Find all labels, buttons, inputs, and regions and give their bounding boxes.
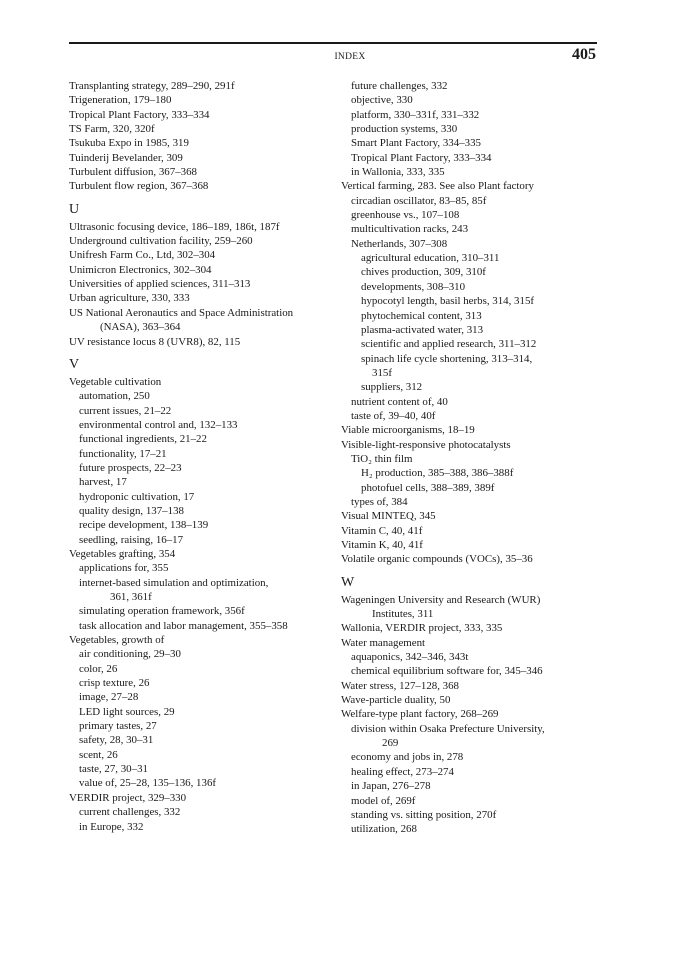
index-subentry: in Wallonia, 333, 335 xyxy=(351,166,445,179)
index-entry: Unimicron Electronics, 302–304 xyxy=(69,263,212,276)
section-letter: W xyxy=(341,574,355,590)
section-letter: V xyxy=(69,356,80,372)
index-entry: Urban agriculture, 330, 333 xyxy=(69,292,190,305)
index-subentry: task allocation and labor management, 355–358 xyxy=(79,619,288,632)
index-subentry: photofuel cells, 388–389, 389f xyxy=(361,481,495,494)
index-entry: Underground cultivation facility, 259–260 xyxy=(69,235,253,248)
index-entry: Water stress, 127–128, 368 xyxy=(341,679,459,692)
index-entry: Vitamin K, 40, 41f xyxy=(341,539,423,551)
index-entry: Tropical Plant Factory, 333–334 xyxy=(69,108,210,121)
index-subentry: types of, 384 xyxy=(351,495,408,508)
index-subentry: aquaponics, 342–346, 343t xyxy=(351,651,469,664)
index-entry: Trigeneration, 179–180 xyxy=(69,94,172,107)
index-subentry: seedling, raising, 16–17 xyxy=(79,533,184,546)
index-subentry: applications for, 355 xyxy=(79,562,169,575)
index-entry: Volatile organic compounds (VOCs), 35–36 xyxy=(341,553,533,566)
index-entry: Viable microorganisms, 18–19 xyxy=(341,424,475,437)
index-subentry: agricultural education, 310–311 xyxy=(361,252,500,265)
index-entry: Water management xyxy=(341,636,426,649)
index-subentry: Smart Plant Factory, 334–335 xyxy=(351,137,481,150)
index-subentry: economy and jobs in, 278 xyxy=(351,751,464,764)
index-subentry: current challenges, 332 xyxy=(79,806,181,819)
index-subentry: crisp texture, 26 xyxy=(79,677,150,690)
index-subentry: greenhouse vs., 107–108 xyxy=(351,209,460,222)
index-subentry: functionality, 17–21 xyxy=(79,447,167,460)
index-subentry: air conditioning, 29–30 xyxy=(79,648,181,661)
index-subentry: simulating operation framework, 356f xyxy=(79,605,245,618)
index-subentry: quality design, 137–138 xyxy=(79,504,184,517)
index-subentry: in Japan, 276–278 xyxy=(351,780,431,793)
index-subentry: chemical equilibrium software for, 345–346 xyxy=(351,665,543,678)
index-subentry: multicultivation racks, 243 xyxy=(351,223,469,236)
index-subentry: TiO₂ thin film xyxy=(351,452,413,465)
index-subentry: internet-based simulation and optimization, xyxy=(79,576,269,589)
index-subentry: current issues, 21–22 xyxy=(79,404,172,417)
index-entry: Unifresh Farm Co., Ltd, 302–304 xyxy=(69,249,216,262)
index-subentry: Netherlands, 307–308 xyxy=(351,237,448,250)
index-subentry: nutrient content of, 40 xyxy=(351,395,448,408)
index-subentry: model of, 269f xyxy=(351,794,416,807)
index-subentry: objective, 330 xyxy=(351,94,413,107)
index-entry: Tsukuba Expo in 1985, 319 xyxy=(69,137,189,150)
index-subentry: environmental control and, 132–133 xyxy=(79,418,238,431)
index-entry: US National Aeronautics and Space Administration xyxy=(69,306,294,319)
index-subentry: suppliers, 312 xyxy=(361,381,423,394)
index-subentry: value of, 25–28, 135–136, 136f xyxy=(79,777,217,790)
index-entry: Wallonia, VERDIR project, 333, 335 xyxy=(341,622,503,635)
index-subentry: hypocotyl length, basil herbs, 314, 315f xyxy=(361,295,535,308)
index-entry: Vegetables, growth of xyxy=(69,634,165,647)
index-subentry: circadian oscillator, 83–85, 85f xyxy=(351,194,487,207)
index-subentry: future prospects, 22–23 xyxy=(79,461,182,474)
index-entry: Vitamin C, 40, 41f xyxy=(341,524,423,537)
index-entry-continuation: Institutes, 311 xyxy=(372,608,434,621)
index-entry: Universities of applied sciences, 311–313 xyxy=(69,278,251,291)
index-subentry: LED light sources, 29 xyxy=(79,705,175,718)
index-subentry: image, 27–28 xyxy=(79,691,139,704)
index-subentry: chives production, 309, 310f xyxy=(361,266,486,279)
section-letter: U xyxy=(69,201,80,217)
index-subentry: in Europe, 332 xyxy=(79,820,144,833)
index-subentry: standing vs. sitting position, 270f xyxy=(351,808,497,821)
index-entry: Vegetable cultivation xyxy=(69,375,162,388)
index-entry: Tuinderij Bevelander, 309 xyxy=(69,151,183,164)
index-subentry: healing effect, 273–274 xyxy=(351,765,454,778)
index-entry: TS Farm, 320, 320f xyxy=(69,123,155,136)
index-subentry: developments, 308–310 xyxy=(361,280,466,293)
index-entry-continuation: (NASA), 363–364 xyxy=(100,321,181,334)
index-subentry: spinach life cycle shortening, 313–314, xyxy=(361,352,533,365)
index-subentry: utilization, 268 xyxy=(351,823,417,836)
index-entry: Welfare-type plant factory, 268–269 xyxy=(341,708,499,721)
index-entry-continuation: 361, 361f xyxy=(110,591,152,603)
index-subentry: division within Osaka Prefecture University, xyxy=(351,722,545,735)
page-number: 405 xyxy=(572,46,596,63)
index-entry: Ultrasonic focusing device, 186–189, 186t, 187f xyxy=(69,220,280,233)
index-subentry: scientific and applied research, 311–312 xyxy=(361,338,537,351)
index-entry: Turbulent diffusion, 367–368 xyxy=(69,166,197,179)
index-subentry: taste, 27, 30–31 xyxy=(79,763,148,776)
index-entry: Visible-light-responsive photocatalysts xyxy=(341,438,511,451)
index-entry-continuation: 269 xyxy=(382,737,399,750)
index-subentry: platform, 330–331f, 331–332 xyxy=(351,108,480,121)
index-subentry: primary tastes, 27 xyxy=(79,720,157,733)
index-subentry: phytochemical content, 313 xyxy=(361,309,482,322)
index-subentry: functional ingredients, 21–22 xyxy=(79,433,207,446)
index-entry: UV resistance locus 8 (UVR8), 82, 115 xyxy=(69,335,241,348)
index-subentry: Tropical Plant Factory, 333–334 xyxy=(351,151,492,164)
index-entry: Transplanting strategy, 289–290, 291f xyxy=(69,80,235,92)
index-subentry: plasma-activated water, 313 xyxy=(361,323,484,336)
index-subentry: production systems, 330 xyxy=(351,123,458,136)
index-column-left xyxy=(69,79,329,834)
index-subentry: safety, 28, 30–31 xyxy=(79,734,154,747)
index-entry: Visual MINTEQ, 345 xyxy=(341,510,436,523)
index-subentry: hydroponic cultivation, 17 xyxy=(79,490,195,503)
index-subentry: taste of, 39–40, 40f xyxy=(351,409,436,422)
index-entry: Turbulent flow region, 367–368 xyxy=(69,180,209,193)
index-subentry: recipe development, 138–139 xyxy=(79,519,209,532)
running-head: INDEX xyxy=(334,52,366,62)
index-subentry: harvest, 17 xyxy=(79,476,127,489)
index-entry: Wageningen University and Research (WUR) xyxy=(341,593,541,606)
index-entry: Vegetables grafting, 354 xyxy=(69,547,176,560)
index-subentry: future challenges, 332 xyxy=(351,80,448,92)
index-subentry: color, 26 xyxy=(79,662,118,675)
index-subentry: H₂ production, 385–388, 386–388f xyxy=(361,467,514,480)
index-entry-continuation: 315f xyxy=(372,366,392,379)
index-entry: VERDIR project, 329–330 xyxy=(69,791,187,804)
index-entry: Wave-particle duality, 50 xyxy=(341,694,451,707)
index-column-right xyxy=(341,79,603,837)
index-subentry: automation, 250 xyxy=(79,390,150,403)
header-rule xyxy=(69,42,597,44)
index-subentry: scent, 26 xyxy=(79,748,118,761)
index-entry: Vertical farming, 283. See also Plant factory xyxy=(341,180,534,193)
